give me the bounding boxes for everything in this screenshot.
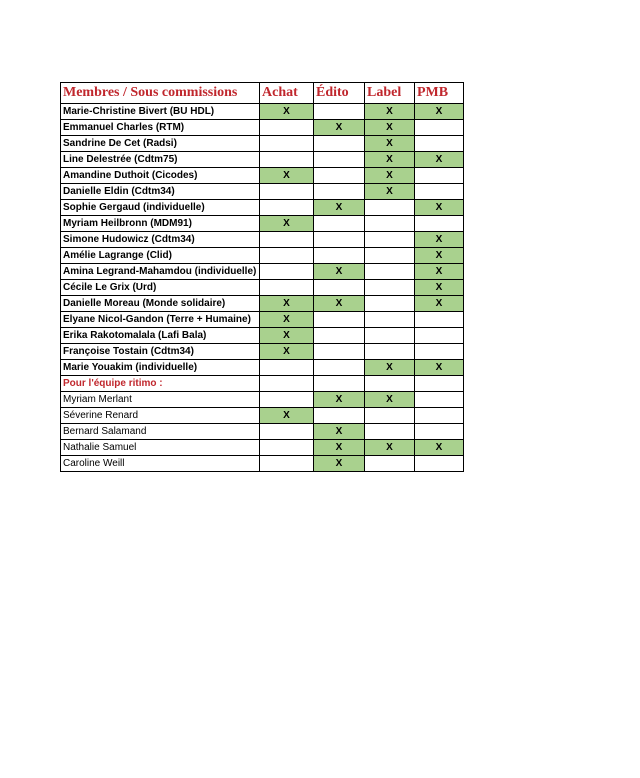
cell-pmb: X	[415, 264, 464, 280]
cell-label: X	[365, 392, 415, 408]
cell-label	[365, 408, 415, 424]
cell-edito: X	[314, 264, 365, 280]
member-name: Nathalie Samuel	[61, 440, 260, 456]
member-name: Françoise Tostain (Cdtm34)	[61, 344, 260, 360]
member-name: Sophie Gergaud (individuelle)	[61, 200, 260, 216]
cell-achat	[260, 280, 314, 296]
cell-label	[365, 216, 415, 232]
cell-label: X	[365, 184, 415, 200]
cell-label	[365, 280, 415, 296]
cell-pmb: X	[415, 152, 464, 168]
table-row	[61, 264, 464, 280]
cell-label: X	[365, 360, 415, 376]
empty-cell	[365, 376, 415, 392]
table-row	[61, 296, 464, 312]
member-name: Elyane Nicol-Gandon (Terre + Humaine)	[61, 312, 260, 328]
member-name: Line Delestrée (Cdtm75)	[61, 152, 260, 168]
cell-pmb: X	[415, 200, 464, 216]
cell-achat	[260, 424, 314, 440]
table-row	[61, 392, 464, 408]
table-row	[61, 184, 464, 200]
table-row	[61, 152, 464, 168]
cell-achat	[260, 440, 314, 456]
member-name: Marie Youakim (individuelle)	[61, 360, 260, 376]
member-name: Simone Hudowicz (Cdtm34)	[61, 232, 260, 248]
cell-achat	[260, 120, 314, 136]
cell-achat	[260, 136, 314, 152]
table-row	[61, 312, 464, 328]
cell-achat: X	[260, 296, 314, 312]
member-name: Sandrine De Cet (Radsi)	[61, 136, 260, 152]
cell-pmb	[415, 392, 464, 408]
cell-edito	[314, 104, 365, 120]
cell-achat: X	[260, 216, 314, 232]
cell-pmb: X	[415, 440, 464, 456]
membership-table	[60, 82, 464, 472]
cell-label	[365, 248, 415, 264]
table-row	[61, 328, 464, 344]
member-name: Caroline Weill	[61, 456, 260, 472]
cell-edito	[314, 168, 365, 184]
header-row	[61, 83, 464, 104]
table-body	[61, 104, 464, 472]
cell-label	[365, 344, 415, 360]
cell-achat	[260, 392, 314, 408]
member-name: Myriam Merlant	[61, 392, 260, 408]
member-name: Myriam Heilbronn (MDM91)	[61, 216, 260, 232]
cell-label: X	[365, 136, 415, 152]
cell-pmb: X	[415, 232, 464, 248]
cell-achat: X	[260, 312, 314, 328]
cell-pmb	[415, 408, 464, 424]
cell-edito	[314, 312, 365, 328]
member-name: Séverine Renard	[61, 408, 260, 424]
header-members: Membres / Sous commissions	[61, 83, 260, 104]
cell-edito: X	[314, 456, 365, 472]
table-row	[61, 200, 464, 216]
cell-label: X	[365, 120, 415, 136]
cell-label: X	[365, 168, 415, 184]
table-row	[61, 456, 464, 472]
cell-pmb	[415, 328, 464, 344]
table-row	[61, 440, 464, 456]
cell-edito	[314, 136, 365, 152]
member-name: Erika Rakotomalala (Lafi Bala)	[61, 328, 260, 344]
table-row	[61, 216, 464, 232]
cell-label	[365, 328, 415, 344]
cell-pmb	[415, 344, 464, 360]
cell-edito	[314, 216, 365, 232]
cell-achat: X	[260, 408, 314, 424]
cell-edito: X	[314, 424, 365, 440]
cell-achat: X	[260, 168, 314, 184]
cell-edito	[314, 360, 365, 376]
cell-pmb: X	[415, 248, 464, 264]
table-row	[61, 232, 464, 248]
cell-pmb: X	[415, 104, 464, 120]
header-label: Label	[365, 83, 415, 104]
cell-edito	[314, 248, 365, 264]
cell-achat	[260, 152, 314, 168]
cell-achat	[260, 360, 314, 376]
cell-edito	[314, 344, 365, 360]
cell-edito	[314, 408, 365, 424]
member-name: Amandine Duthoit (Cicodes)	[61, 168, 260, 184]
cell-label	[365, 296, 415, 312]
member-name: Marie-Christine Bivert (BU HDL)	[61, 104, 260, 120]
cell-label	[365, 312, 415, 328]
member-name: Emmanuel Charles (RTM)	[61, 120, 260, 136]
header-edito: Édito	[314, 83, 365, 104]
table-row	[61, 344, 464, 360]
member-name: Cécile Le Grix (Urd)	[61, 280, 260, 296]
cell-pmb: X	[415, 360, 464, 376]
table-row	[61, 120, 464, 136]
cell-pmb	[415, 136, 464, 152]
cell-pmb	[415, 168, 464, 184]
cell-edito: X	[314, 392, 365, 408]
table-row	[61, 104, 464, 120]
cell-label	[365, 456, 415, 472]
cell-achat	[260, 264, 314, 280]
table-row	[61, 360, 464, 376]
table-row	[61, 408, 464, 424]
cell-achat	[260, 456, 314, 472]
cell-achat	[260, 248, 314, 264]
cell-label	[365, 264, 415, 280]
cell-achat: X	[260, 328, 314, 344]
cell-pmb	[415, 184, 464, 200]
cell-achat	[260, 184, 314, 200]
team-section-row	[61, 376, 464, 392]
header-pmb: PMB	[415, 83, 464, 104]
table-row	[61, 248, 464, 264]
cell-edito	[314, 232, 365, 248]
cell-label: X	[365, 104, 415, 120]
cell-pmb	[415, 424, 464, 440]
empty-cell	[415, 376, 464, 392]
member-name: Bernard Salamand	[61, 424, 260, 440]
cell-edito: X	[314, 296, 365, 312]
cell-label: X	[365, 152, 415, 168]
table-row	[61, 280, 464, 296]
cell-label	[365, 232, 415, 248]
empty-cell	[314, 376, 365, 392]
cell-pmb	[415, 456, 464, 472]
member-name: Danielle Moreau (Monde solidaire)	[61, 296, 260, 312]
cell-achat: X	[260, 344, 314, 360]
team-section-label: Pour l'équipe ritimo :	[61, 376, 260, 392]
cell-achat	[260, 232, 314, 248]
member-name: Amélie Lagrange (Clid)	[61, 248, 260, 264]
table-row	[61, 168, 464, 184]
cell-edito: X	[314, 440, 365, 456]
cell-edito: X	[314, 120, 365, 136]
cell-pmb	[415, 120, 464, 136]
table-row	[61, 136, 464, 152]
cell-pmb: X	[415, 280, 464, 296]
empty-cell	[260, 376, 314, 392]
cell-label: X	[365, 440, 415, 456]
cell-edito	[314, 280, 365, 296]
cell-achat: X	[260, 104, 314, 120]
cell-pmb: X	[415, 296, 464, 312]
cell-achat	[260, 200, 314, 216]
cell-pmb	[415, 216, 464, 232]
cell-label	[365, 424, 415, 440]
table-row	[61, 424, 464, 440]
cell-edito	[314, 328, 365, 344]
cell-edito	[314, 152, 365, 168]
cell-edito: X	[314, 200, 365, 216]
header-achat: Achat	[260, 83, 314, 104]
cell-label	[365, 200, 415, 216]
cell-edito	[314, 184, 365, 200]
member-name: Danielle Eldin (Cdtm34)	[61, 184, 260, 200]
member-name: Amina Legrand-Mahamdou (individuelle)	[61, 264, 260, 280]
cell-pmb	[415, 312, 464, 328]
